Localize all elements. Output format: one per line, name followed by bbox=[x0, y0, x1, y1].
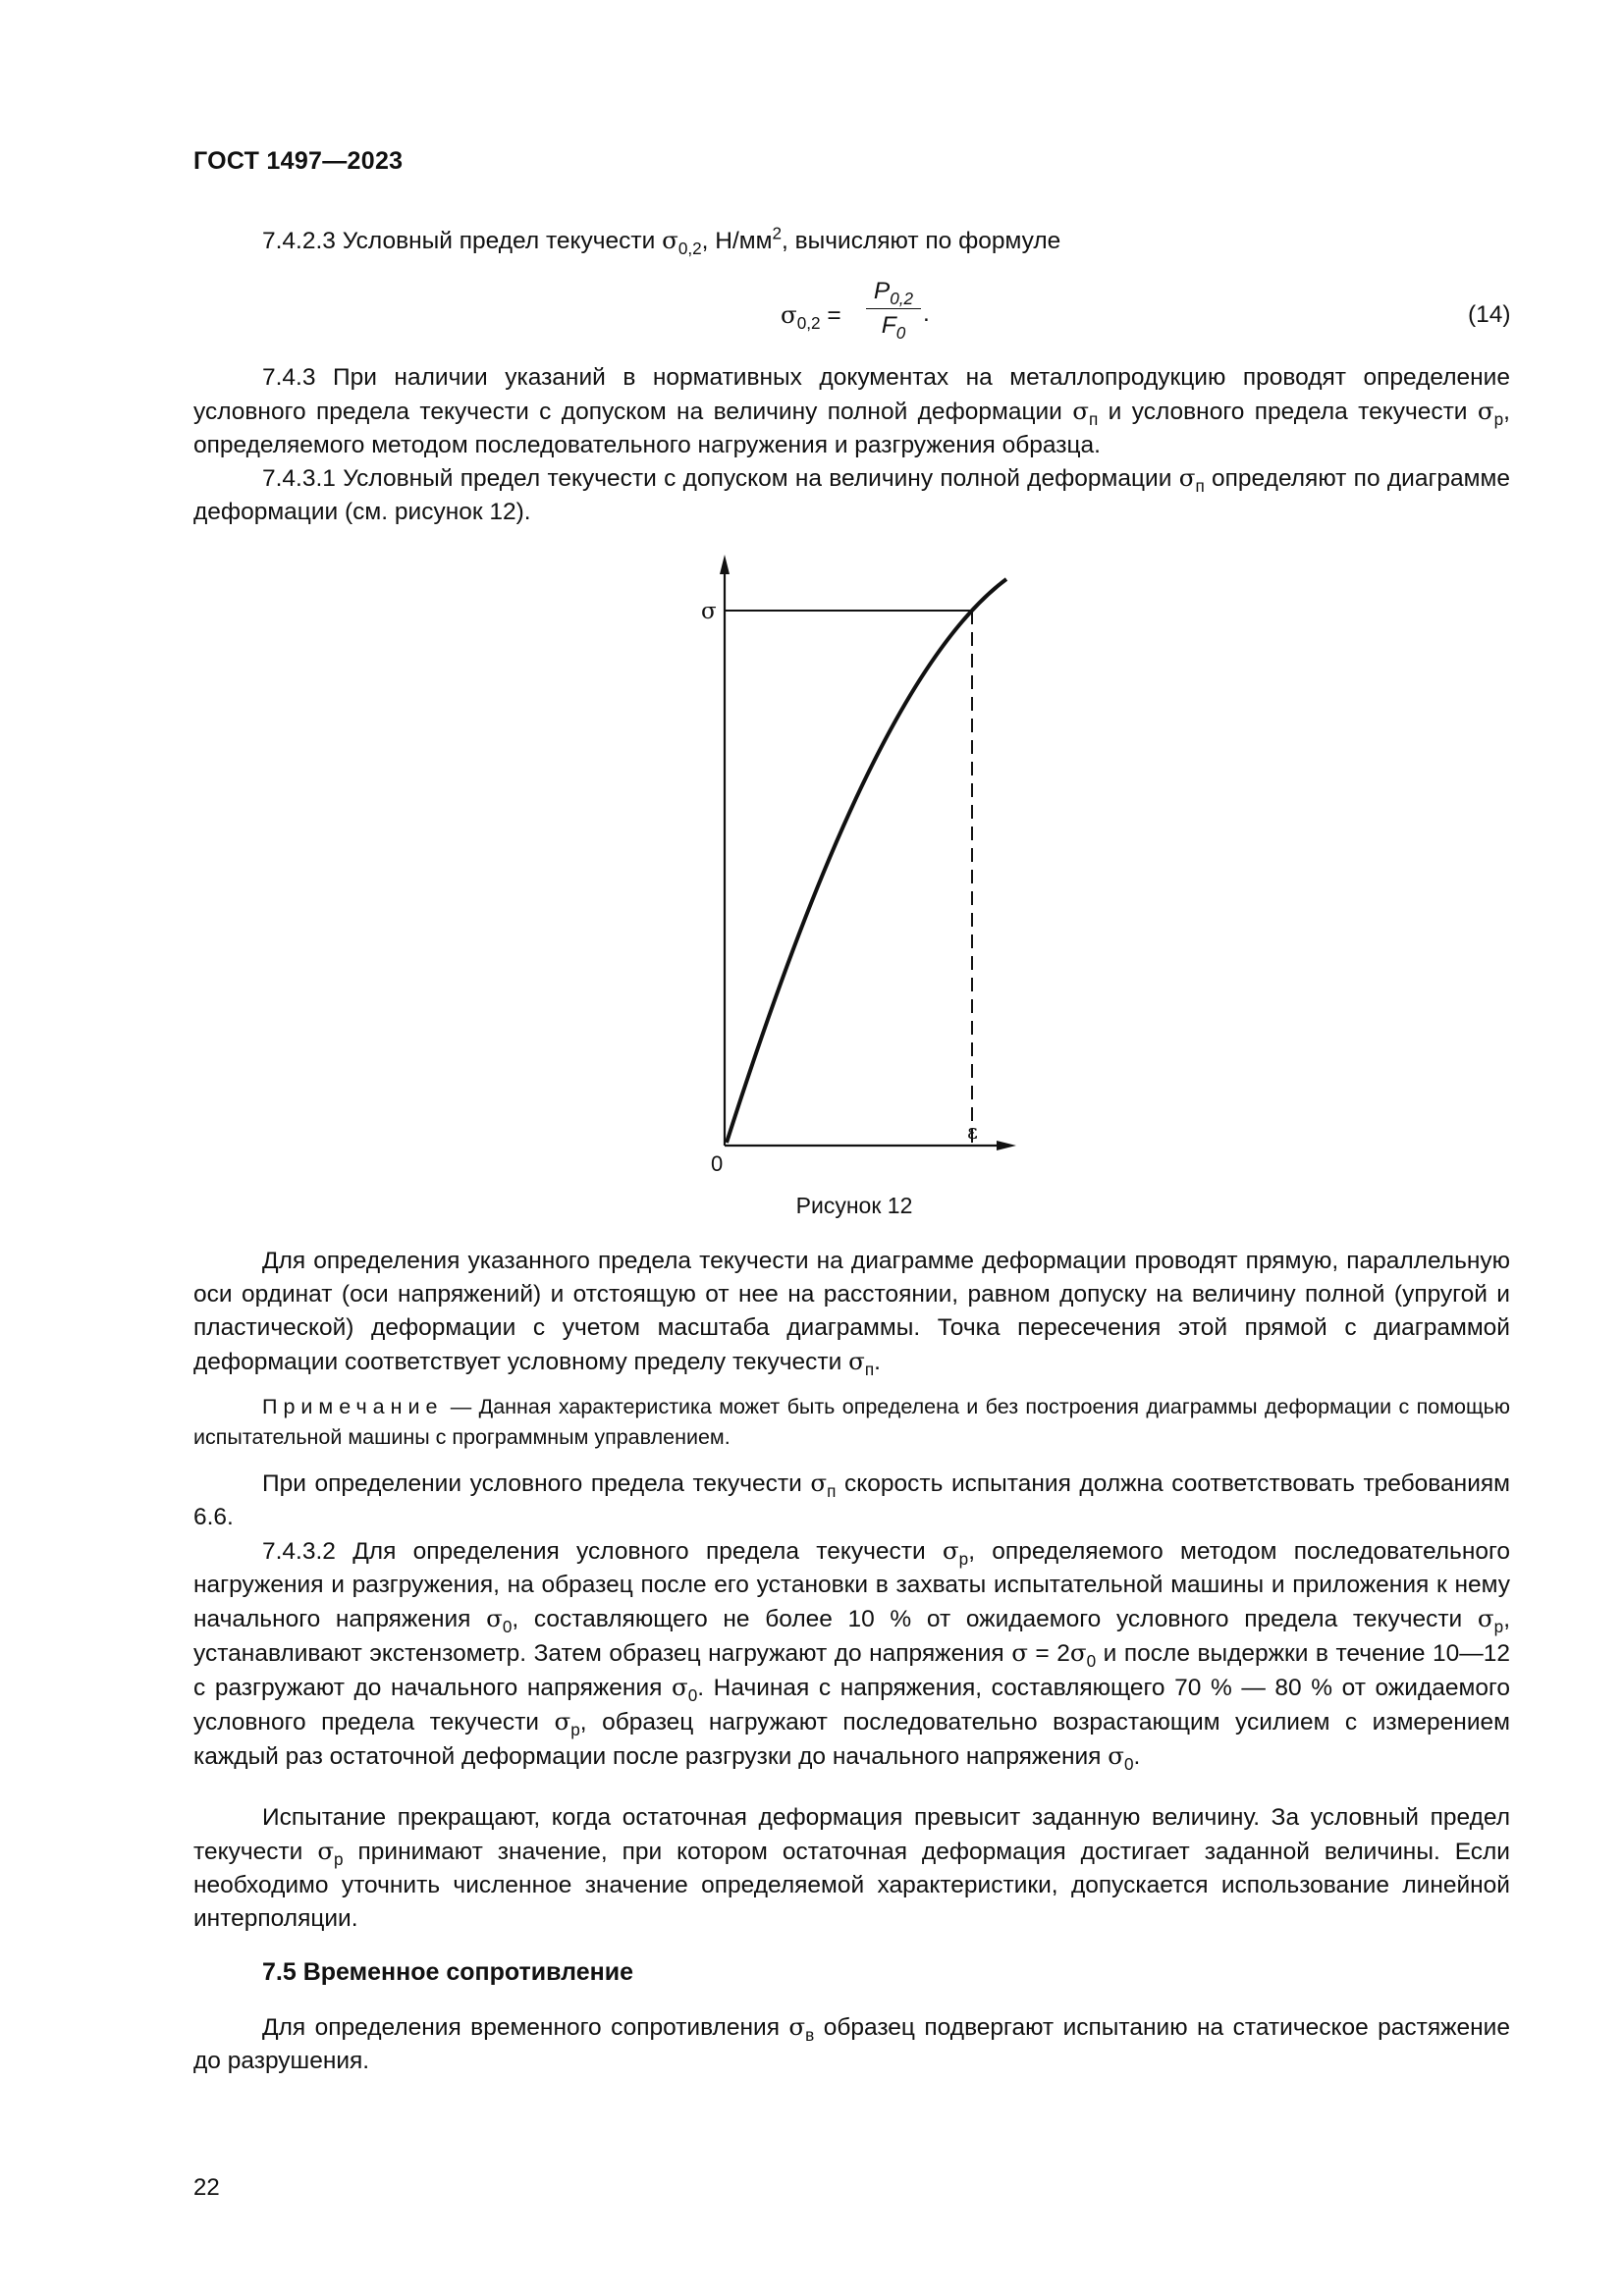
text: определяют по диаграмме деформации (см. рисунок 12). bbox=[193, 465, 1510, 525]
sigma-symbol: σ bbox=[788, 2012, 806, 2041]
figure-caption: Рисунок 12 bbox=[795, 1193, 913, 1218]
subscript: 0,2 bbox=[677, 239, 702, 258]
sigma-symbol: σ bbox=[848, 1347, 865, 1375]
subscript: р bbox=[334, 1849, 344, 1869]
subscript: 0 bbox=[1086, 1651, 1097, 1671]
superscript: 2 bbox=[772, 223, 783, 243]
denominator bbox=[864, 309, 923, 343]
subscript: 0 bbox=[687, 1685, 698, 1705]
sigma-symbol: σ bbox=[317, 1837, 335, 1865]
formula-fraction bbox=[864, 275, 923, 343]
sigma-symbol: σ bbox=[1477, 397, 1494, 425]
equals-sign: = bbox=[820, 302, 841, 329]
deformation-curve bbox=[727, 579, 1006, 1143]
text: 7.4.3.1 Условный предел текучести с допуском на величину полной деформации bbox=[262, 465, 1179, 492]
text: и условного предела текучести bbox=[1098, 399, 1478, 425]
text: . bbox=[874, 1349, 881, 1375]
x-axis-label: ε bbox=[967, 1120, 978, 1144]
text: При определении условного предела текучести bbox=[262, 1470, 811, 1497]
sigma-symbol: σ bbox=[1069, 1638, 1087, 1667]
note bbox=[193, 1392, 1510, 1453]
subscript: п bbox=[864, 1360, 875, 1379]
paragraph-test-stop bbox=[193, 1801, 1510, 1936]
equation-number: (14) bbox=[1468, 301, 1511, 328]
subscript: 0 bbox=[895, 323, 906, 343]
deformation-diagram bbox=[677, 545, 1031, 1173]
text: и после выдержки в течение 10—12 с разгружают до начального напряжения bbox=[193, 1640, 1510, 1701]
figure-12 bbox=[677, 545, 1031, 1173]
document-header: ГОСТ 1497—2023 bbox=[193, 147, 404, 175]
text: , устанавливают экстензометр. Затем образец нагружают до напряжения bbox=[193, 1606, 1510, 1667]
text: , Н/мм bbox=[701, 228, 773, 254]
denominator-letter: F bbox=[881, 312, 896, 339]
y-axis-label: σ bbox=[701, 599, 717, 624]
numerator-letter: P bbox=[873, 278, 891, 304]
note-text: — Данная характеристика может быть определена и без построения диаграммы деформации с помощью испытательной машины с программным управлением. bbox=[193, 1395, 1510, 1449]
text: принимают значение, при котором остаточная деформация достигает заданной величины. Если необходимо уточнить численное значение определяемой характеристики, допускается использование линейной интерполяции. bbox=[193, 1839, 1510, 1932]
subscript: 0,2 bbox=[890, 289, 914, 308]
paragraph-7-4-2-3 bbox=[193, 224, 1510, 258]
sigma-symbol: σ bbox=[671, 1673, 688, 1701]
sigma-symbol: σ bbox=[1178, 463, 1196, 492]
sigma-symbol: σ bbox=[662, 226, 678, 254]
y-axis-arrow-icon bbox=[720, 555, 730, 574]
paragraph-test-speed bbox=[193, 1467, 1510, 1534]
text: , вычисляют по формуле bbox=[782, 228, 1061, 254]
sigma-symbol: σ bbox=[810, 1468, 828, 1497]
text: . bbox=[1133, 1743, 1141, 1770]
text: Для определения временного сопротивления bbox=[262, 2014, 789, 2041]
subscript: р bbox=[570, 1720, 580, 1739]
subscript: р bbox=[1493, 1617, 1504, 1636]
text: = 2 bbox=[1027, 1640, 1070, 1667]
subscript: 0 bbox=[1123, 1754, 1134, 1774]
text: 7.4.2.3 Условный предел текучести bbox=[262, 228, 663, 254]
page-number: 22 bbox=[193, 2174, 220, 2201]
origin-label: 0 bbox=[711, 1151, 724, 1173]
sigma-symbol: σ bbox=[554, 1707, 571, 1735]
text: , определяемого методом последовательного нагружения и разгружения образца. bbox=[193, 399, 1510, 458]
sigma-symbol: σ bbox=[942, 1536, 959, 1565]
subscript: п bbox=[1088, 409, 1099, 429]
paragraph-explanation bbox=[193, 1245, 1510, 1379]
text: . Начиная с напряжения, составляющего 70 % — 80 % от ожидаемого условного предела текучести bbox=[193, 1675, 1510, 1735]
x-axis-arrow-icon bbox=[997, 1141, 1016, 1150]
sigma-symbol: σ bbox=[1011, 1638, 1028, 1667]
sigma-symbol: σ bbox=[1108, 1741, 1124, 1770]
subscript: р bbox=[958, 1549, 969, 1569]
paragraph-7-5 bbox=[193, 2010, 1510, 2078]
formula-lhs bbox=[781, 300, 841, 333]
note-label: Примечание bbox=[262, 1395, 444, 1418]
subscript: р bbox=[1493, 409, 1504, 429]
text: Для определения указанного предела текучести на диаграмме деформации проводят прямую, параллельную оси ординат (оси напряжений) и отстоящую от нее на расстоянии, равном допуску на величину полной (упругой и пластической) деформации с учетом масштаба диаграммы. Точка пересечения этой прямой с диаграммой деформации соответствует условному пределу текучести bbox=[193, 1248, 1510, 1375]
subscript: в bbox=[805, 2025, 815, 2045]
subscript: п bbox=[827, 1481, 837, 1501]
section-heading-7-5: 7.5 Временное сопротивление bbox=[262, 1958, 633, 1986]
text: образец подвергают испытанию на статическое растяжение до разрушения. bbox=[193, 2014, 1510, 2074]
sigma-symbol: σ bbox=[486, 1604, 503, 1632]
text: , образец нагружают последовательно возрастающим усилием с измерением каждый раз остаточной деформации после разгрузки до начального напряжения bbox=[193, 1709, 1510, 1770]
paragraph-7-4-3 bbox=[193, 361, 1510, 462]
sigma-symbol: σ bbox=[781, 300, 797, 329]
text: 7.4.3.2 Для определения условного предела текучести bbox=[262, 1538, 943, 1565]
text: , составляющего не более 10 % от ожидаемого условного предела текучести bbox=[512, 1606, 1478, 1632]
paragraph-7-4-3-2 bbox=[193, 1534, 1510, 1774]
paragraph-7-4-3-1 bbox=[193, 461, 1510, 529]
sigma-symbol: σ bbox=[1072, 397, 1089, 425]
text: 7.4.3 При наличии указаний в нормативных документах на металлопродукцию проводят определение условного предела текучести с допуском на величину полной деформации bbox=[193, 364, 1510, 425]
text: , определяемого методом последовательного нагружения и разгружения, на образец после его установки в захваты испытательной машины и приложения к нему начального напряжения bbox=[193, 1538, 1510, 1632]
subscript: 0 bbox=[502, 1617, 513, 1636]
subscript: 0,2 bbox=[796, 313, 821, 333]
numerator bbox=[864, 275, 923, 308]
text: скорость испытания должна соответствовать требованиям 6.6. bbox=[193, 1470, 1510, 1530]
text: Испытание прекращают, когда остаточная деформация превысит заданную величину. За условный предел текучести bbox=[193, 1804, 1510, 1865]
subscript: п bbox=[1195, 476, 1205, 496]
sigma-symbol: σ bbox=[1477, 1604, 1494, 1632]
formula-period: . bbox=[923, 300, 930, 327]
